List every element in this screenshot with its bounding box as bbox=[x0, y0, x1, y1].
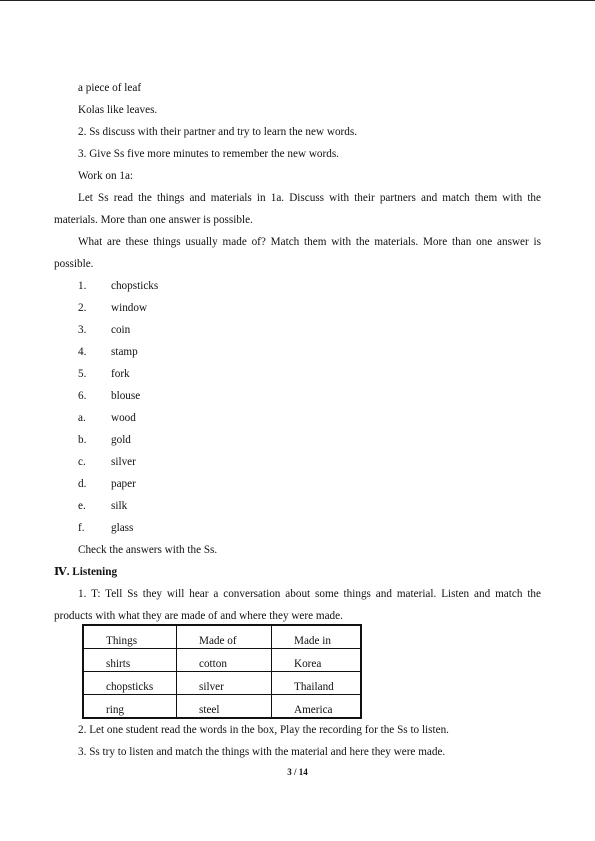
list-item: wood bbox=[111, 412, 136, 424]
text-line: a piece of leaf bbox=[78, 82, 142, 94]
list-letter: d. bbox=[78, 478, 87, 490]
table-cell: chopsticks bbox=[83, 672, 177, 695]
list-letter: b. bbox=[78, 434, 87, 446]
text-line: possible. bbox=[54, 258, 94, 270]
text-line: Work on 1a: bbox=[78, 170, 134, 182]
table-row bbox=[83, 695, 361, 719]
table-cell: America bbox=[272, 695, 362, 719]
table-header-cell: Made in bbox=[272, 625, 362, 649]
text-line: materials. More than one answer is possible. bbox=[54, 214, 253, 226]
table-cell: silver bbox=[177, 672, 272, 695]
list-item: window bbox=[111, 302, 148, 314]
list-item: fork bbox=[111, 368, 130, 380]
table-row bbox=[83, 672, 361, 695]
list-item: coin bbox=[111, 324, 131, 336]
text-line: products with what they are made of and where they were made. bbox=[54, 610, 343, 622]
text-line: Kolas like leaves. bbox=[78, 104, 158, 116]
text-line: Let Ss read the things and materials in 1a. Discuss with their partners and match them with the bbox=[78, 192, 541, 204]
list-number: 5. bbox=[78, 368, 87, 380]
list-number: 3. bbox=[78, 324, 87, 336]
text-line: 2. Let one student read the words in the box, Play the recording for the Ss to listen. bbox=[78, 724, 449, 736]
list-item: gold bbox=[111, 434, 131, 446]
list-number: 4. bbox=[78, 346, 87, 358]
section-heading: Ⅳ. Listening bbox=[54, 566, 118, 578]
list-item: silk bbox=[111, 500, 128, 512]
table-cell: Thailand bbox=[272, 672, 362, 695]
table-header-cell: Made of bbox=[177, 625, 272, 649]
text-line: Check the answers with the Ss. bbox=[78, 544, 218, 556]
page-number: 3 / 14 bbox=[287, 767, 308, 777]
list-number: 6. bbox=[78, 390, 87, 402]
text-line: 3. Ss try to listen and match the things with the material and here they were made. bbox=[78, 746, 446, 758]
text-line: What are these things usually made of? Match them with the materials. More than one answer is bbox=[78, 236, 541, 248]
table-row bbox=[83, 649, 361, 672]
table-cell: steel bbox=[177, 695, 272, 719]
table-cell: cotton bbox=[177, 649, 272, 672]
list-item: paper bbox=[111, 478, 136, 490]
table-cell: ring bbox=[83, 695, 177, 719]
list-item: silver bbox=[111, 456, 136, 468]
text-line: 3. Give Ss five more minutes to remember the new words. bbox=[78, 148, 339, 160]
list-letter: a. bbox=[78, 412, 86, 424]
list-letter: c. bbox=[78, 456, 86, 468]
list-item: stamp bbox=[111, 346, 138, 358]
text-line: 2. Ss discuss with their partner and try to learn the new words. bbox=[78, 126, 358, 138]
list-letter: e. bbox=[78, 500, 86, 512]
list-number: 2. bbox=[78, 302, 87, 314]
list-item: blouse bbox=[111, 390, 141, 402]
list-item: glass bbox=[111, 522, 134, 534]
list-letter: f. bbox=[78, 522, 85, 534]
list-item: chopsticks bbox=[111, 280, 159, 292]
things-table bbox=[82, 624, 362, 719]
text-line: 1. T: Tell Ss they will hear a conversation about some things and material. Listen and match the bbox=[78, 588, 541, 600]
table-header-row bbox=[83, 625, 361, 649]
table-cell: shirts bbox=[83, 649, 177, 672]
header-rule bbox=[0, 0, 595, 1]
list-number: 1. bbox=[78, 280, 87, 292]
table-cell: Korea bbox=[272, 649, 362, 672]
table-header-cell: Things bbox=[83, 625, 177, 649]
